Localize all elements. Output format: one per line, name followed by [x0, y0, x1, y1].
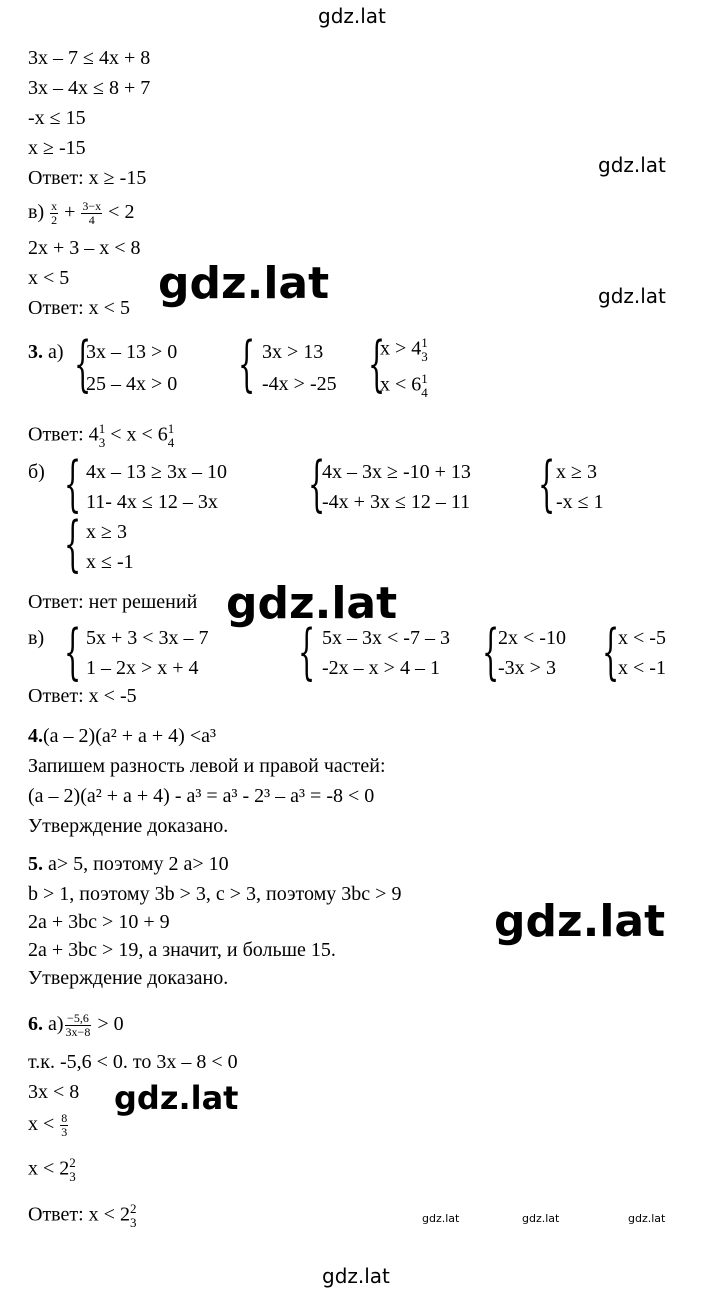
task3-v-answer: Ответ: x < -5 — [28, 685, 137, 707]
watermark-big-1: gdz.lat — [158, 258, 330, 309]
task3-v-sys4-line1: x < -5 — [618, 627, 666, 649]
brace-icon: { — [538, 449, 556, 519]
watermark-small-2: gdz.lat — [522, 1212, 560, 1225]
task4-line1: Запишем разность левой и правой частей: — [28, 755, 386, 777]
brace-icon: { — [64, 509, 82, 579]
task3-a-answer: Ответ: 4 1 3 < x < 6 1 4 — [28, 421, 175, 450]
task6-line2: т.к. -5,6 < 0. то 3x – 8 < 0 — [28, 1051, 238, 1073]
watermark-big-2: gdz.lat — [226, 578, 398, 629]
watermark-medium: gdz.lat — [114, 1079, 239, 1117]
task5-line5: Утверждение доказано. — [28, 967, 229, 989]
task3-v-label: в) — [28, 627, 45, 649]
task3-a-sys2-line1: 3x > 13 — [262, 341, 324, 363]
brace-icon: { — [602, 617, 620, 687]
task3-a-sys2-line2: -4x > -25 — [262, 373, 337, 395]
line-v-inequality — [28, 200, 134, 227]
task6-line3: 3x < 8 — [28, 1081, 80, 1103]
task3-b-label: б) — [28, 461, 45, 483]
line-3: -x ≤ 15 — [28, 107, 86, 129]
watermark-small-3: gdz.lat — [628, 1212, 666, 1225]
brace-icon: { — [64, 617, 82, 687]
task5-line2: b > 1, поэтому 3b > 3, c > 3, поэтому 3bc > 9 — [28, 883, 402, 905]
line-2: 3x – 4x ≤ 8 + 7 — [28, 77, 151, 99]
task6-line5: x < 2 2 3 — [28, 1155, 76, 1184]
task3-v-sys4-line2: x < -1 — [618, 657, 666, 679]
task3-a-sys1-line2: 25 – 4x > 0 — [86, 373, 178, 395]
task3-a-sys1-line1: 3x – 13 > 0 — [86, 341, 178, 363]
watermark-right-2: gdz.lat — [598, 284, 666, 308]
task4-line3: Утверждение доказано. — [28, 815, 229, 837]
task3-a-sys3-line1: x > 4 1 3 — [380, 335, 428, 364]
task3-v-sys2-line2: -2x – x > 4 – 1 — [322, 657, 440, 679]
task6-line4: x < $\frac{8}{3}$ — [28, 1111, 68, 1139]
task3-b-sys3-line1: x ≥ 3 — [556, 461, 597, 483]
watermark-right-1: gdz.lat — [598, 153, 666, 177]
brace-icon: { — [308, 449, 326, 519]
task3-v-sys3-line1: 2x < -10 — [498, 627, 566, 649]
brace-icon: { — [298, 617, 316, 687]
fraction-3-x-4: $\frac{3-x}{4}$ — [82, 199, 102, 227]
task3-a-sys3-line2: x < 6 1 4 — [380, 371, 428, 400]
brace-icon: { — [482, 617, 500, 687]
v-rest: < 2 — [108, 201, 135, 224]
fraction-5-6: $\frac{-5,6}{3x-8}$ — [65, 1011, 91, 1039]
task6-statement: 6. а) $\frac{-5,6}{3x-8}$ > 0 — [28, 1011, 124, 1039]
task6-answer: Ответ: x < 2 2 3 — [28, 1201, 137, 1230]
watermark-bottom: gdz.lat — [322, 1264, 390, 1288]
task4-statement: 4.(a – 2)(a² + a + 4) <a³ — [28, 725, 216, 747]
task5-line3: 2a + 3bc > 10 + 9 — [28, 911, 170, 933]
task3-b-sys4-line2: x ≤ -1 — [86, 551, 134, 573]
task3-b-sys2-line2: -4x + 3x ≤ 12 – 11 — [322, 491, 471, 513]
task3-b-sys4-line1: x ≥ 3 — [86, 521, 127, 543]
task3-b-sys1-line2: 11- 4x ≤ 12 – 3x — [86, 491, 218, 513]
task3-b-answer: Ответ: нет решений — [28, 591, 198, 613]
fraction-8-3: $\frac{8}{3}$ — [61, 1111, 68, 1139]
task3-v-sys1-line2: 1 – 2x > x + 4 — [86, 657, 199, 679]
task3-b-sys1-line1: 4x – 13 ≥ 3x – 10 — [86, 461, 227, 483]
task5-line1: 5. a> 5, поэтому 2 a> 10 — [28, 853, 229, 875]
task3-a-label: 3. а) — [28, 341, 64, 363]
task3-v-sys3-line2: -3x > 3 — [498, 657, 556, 679]
line-5: Ответ: x ≥ -15 — [28, 167, 147, 189]
brace-icon: { — [64, 449, 82, 519]
task3-b-sys3-line2: -x ≤ 1 — [556, 491, 604, 513]
brace-icon: { — [238, 329, 256, 399]
watermark-big-3: gdz.lat — [494, 896, 666, 947]
task3-v-sys1-line1: 5x + 3 < 3x – 7 — [86, 627, 209, 649]
task3-v-sys2-line1: 5x – 3x < -7 – 3 — [322, 627, 450, 649]
plus-sign: + — [64, 201, 76, 224]
task3-b-sys2-line1: 4x – 3x ≥ -10 + 13 — [322, 461, 471, 483]
line-4: x ≥ -15 — [28, 137, 86, 159]
line-1: 3x – 7 ≤ 4x + 8 — [28, 47, 151, 69]
brace-icon: { — [368, 329, 386, 399]
v-prefix: в) — [28, 201, 45, 224]
task4-line2: (a – 2)(a² + a + 4) - a³ = a³ - 2³ – a³ = -8 < 0 — [28, 785, 375, 807]
line-9: Ответ: x < 5 — [28, 297, 130, 319]
line-8: x < 5 — [28, 267, 70, 289]
brace-icon: { — [74, 329, 92, 399]
watermark-top: gdz.lat — [318, 4, 386, 28]
fraction-x-2: $\frac{x}{2}$ — [51, 199, 58, 227]
watermark-small-1: gdz.lat — [422, 1212, 460, 1225]
task5-line4: 2a + 3bc > 19, а значит, и больше 15. — [28, 939, 336, 961]
line-7: 2x + 3 – x < 8 — [28, 237, 141, 259]
